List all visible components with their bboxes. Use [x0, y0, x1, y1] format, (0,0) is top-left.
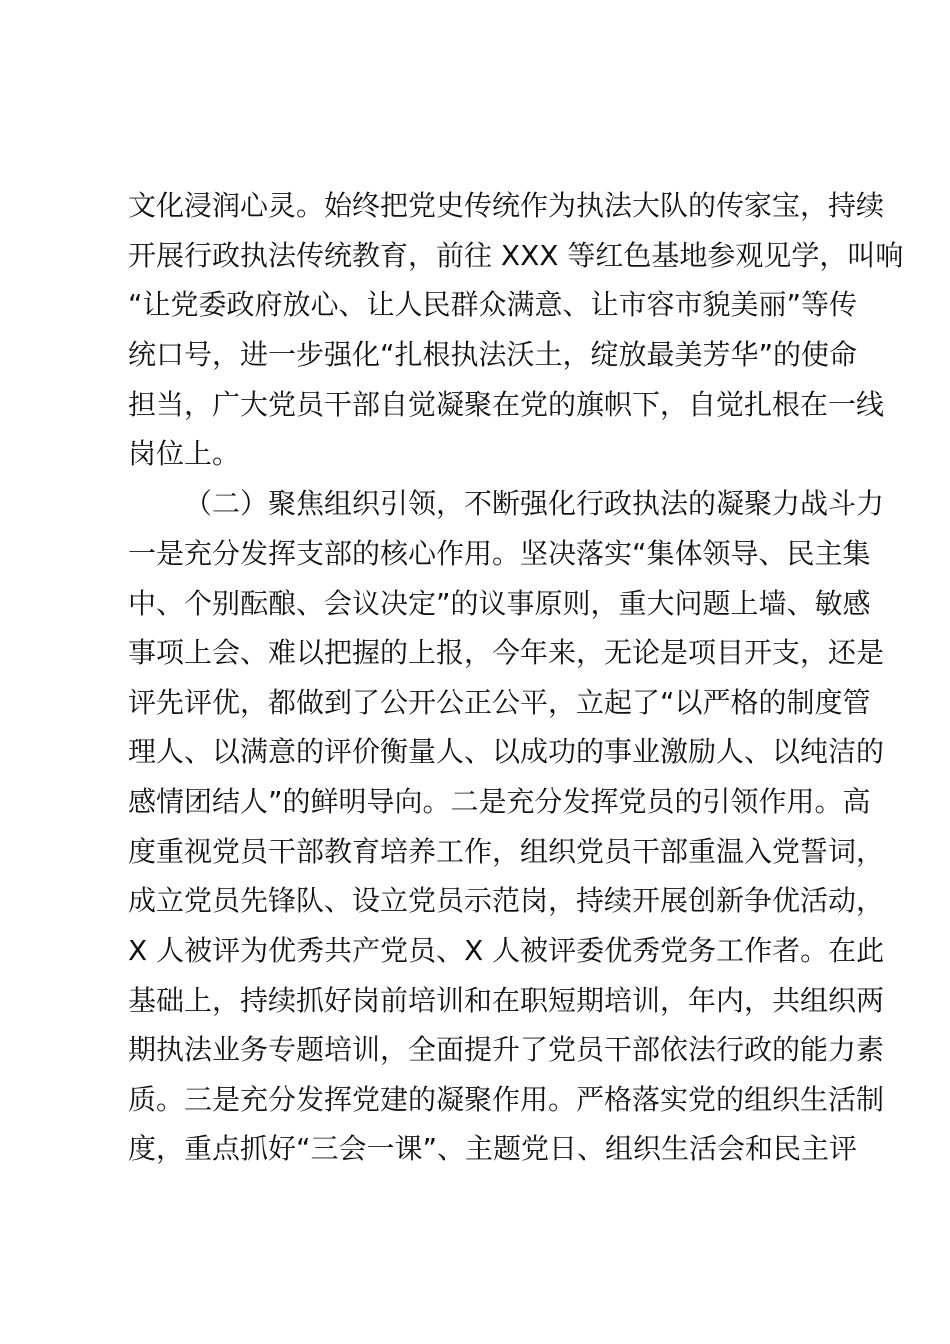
body-text-line: 开展行政执法传统教育，前往 XXX 等红色基地参观见学，叫响: [128, 239, 904, 272]
body-text-line: “让党委政府放心、让人民群众满意、让市容市貌美丽”等传: [128, 288, 858, 321]
section-heading: （二）聚焦组织引领，不断强化行政执法的凝聚力战斗力: [184, 487, 885, 520]
body-text-line: 感情团结人”的鲜明导向。二是充分发挥党员的引领作用。高: [128, 785, 871, 818]
body-text-line: 中、个别酝酿、会议决定”的议事原则，重大问题上墙、敏感: [128, 587, 871, 620]
body-text-line: 基础上，持续抓好岗前培训和在职短期培训，年内，共组织两: [128, 984, 885, 1017]
body-text-line: 担当，广大党员干部自觉凝聚在党的旗帜下，自觉扎根在一线: [128, 388, 885, 421]
body-text-line: 成立党员先锋队、设立党员示范岗，持续开展创新争优活动，: [128, 884, 885, 917]
body-text-line: 岗位上。: [128, 437, 241, 470]
body-text-line: X 人被评为优秀共产党员、X 人被评委优秀党务工作者。在此: [128, 934, 885, 967]
body-text-line: 评先评优，都做到了公开公正公平，立起了“以严格的制度管: [128, 686, 871, 719]
body-text-line: 理人、以满意的评价衡量人、以成功的事业激励人、以纯洁的: [128, 735, 885, 768]
body-text-line: 期执法业务专题培训，全面提升了党员干部依法行政的能力素: [128, 1033, 885, 1066]
body-text-line: 度，重点抓好“三会一课”、主题党日、组织生活会和民主评: [128, 1132, 858, 1165]
body-text-line: 事项上会、难以把握的上报，今年来，无论是项目开支，还是: [128, 636, 885, 669]
body-text-line: 一是充分发挥支部的核心作用。坚决落实“集体领导、民主集: [128, 537, 871, 570]
body-text-line: 文化浸润心灵。始终把党史传统作为执法大队的传家宝，持续: [128, 189, 885, 222]
body-text-line: 质。三是充分发挥党建的凝聚作用。严格落实党的组织生活制: [128, 1083, 885, 1116]
body-text-line: 度重视党员干部教育培养工作，组织党员干部重温入党誓词，: [128, 835, 885, 868]
body-text-line: 统口号，进一步强化“扎根执法沃土，绽放最美芳华”的使命: [128, 338, 858, 371]
